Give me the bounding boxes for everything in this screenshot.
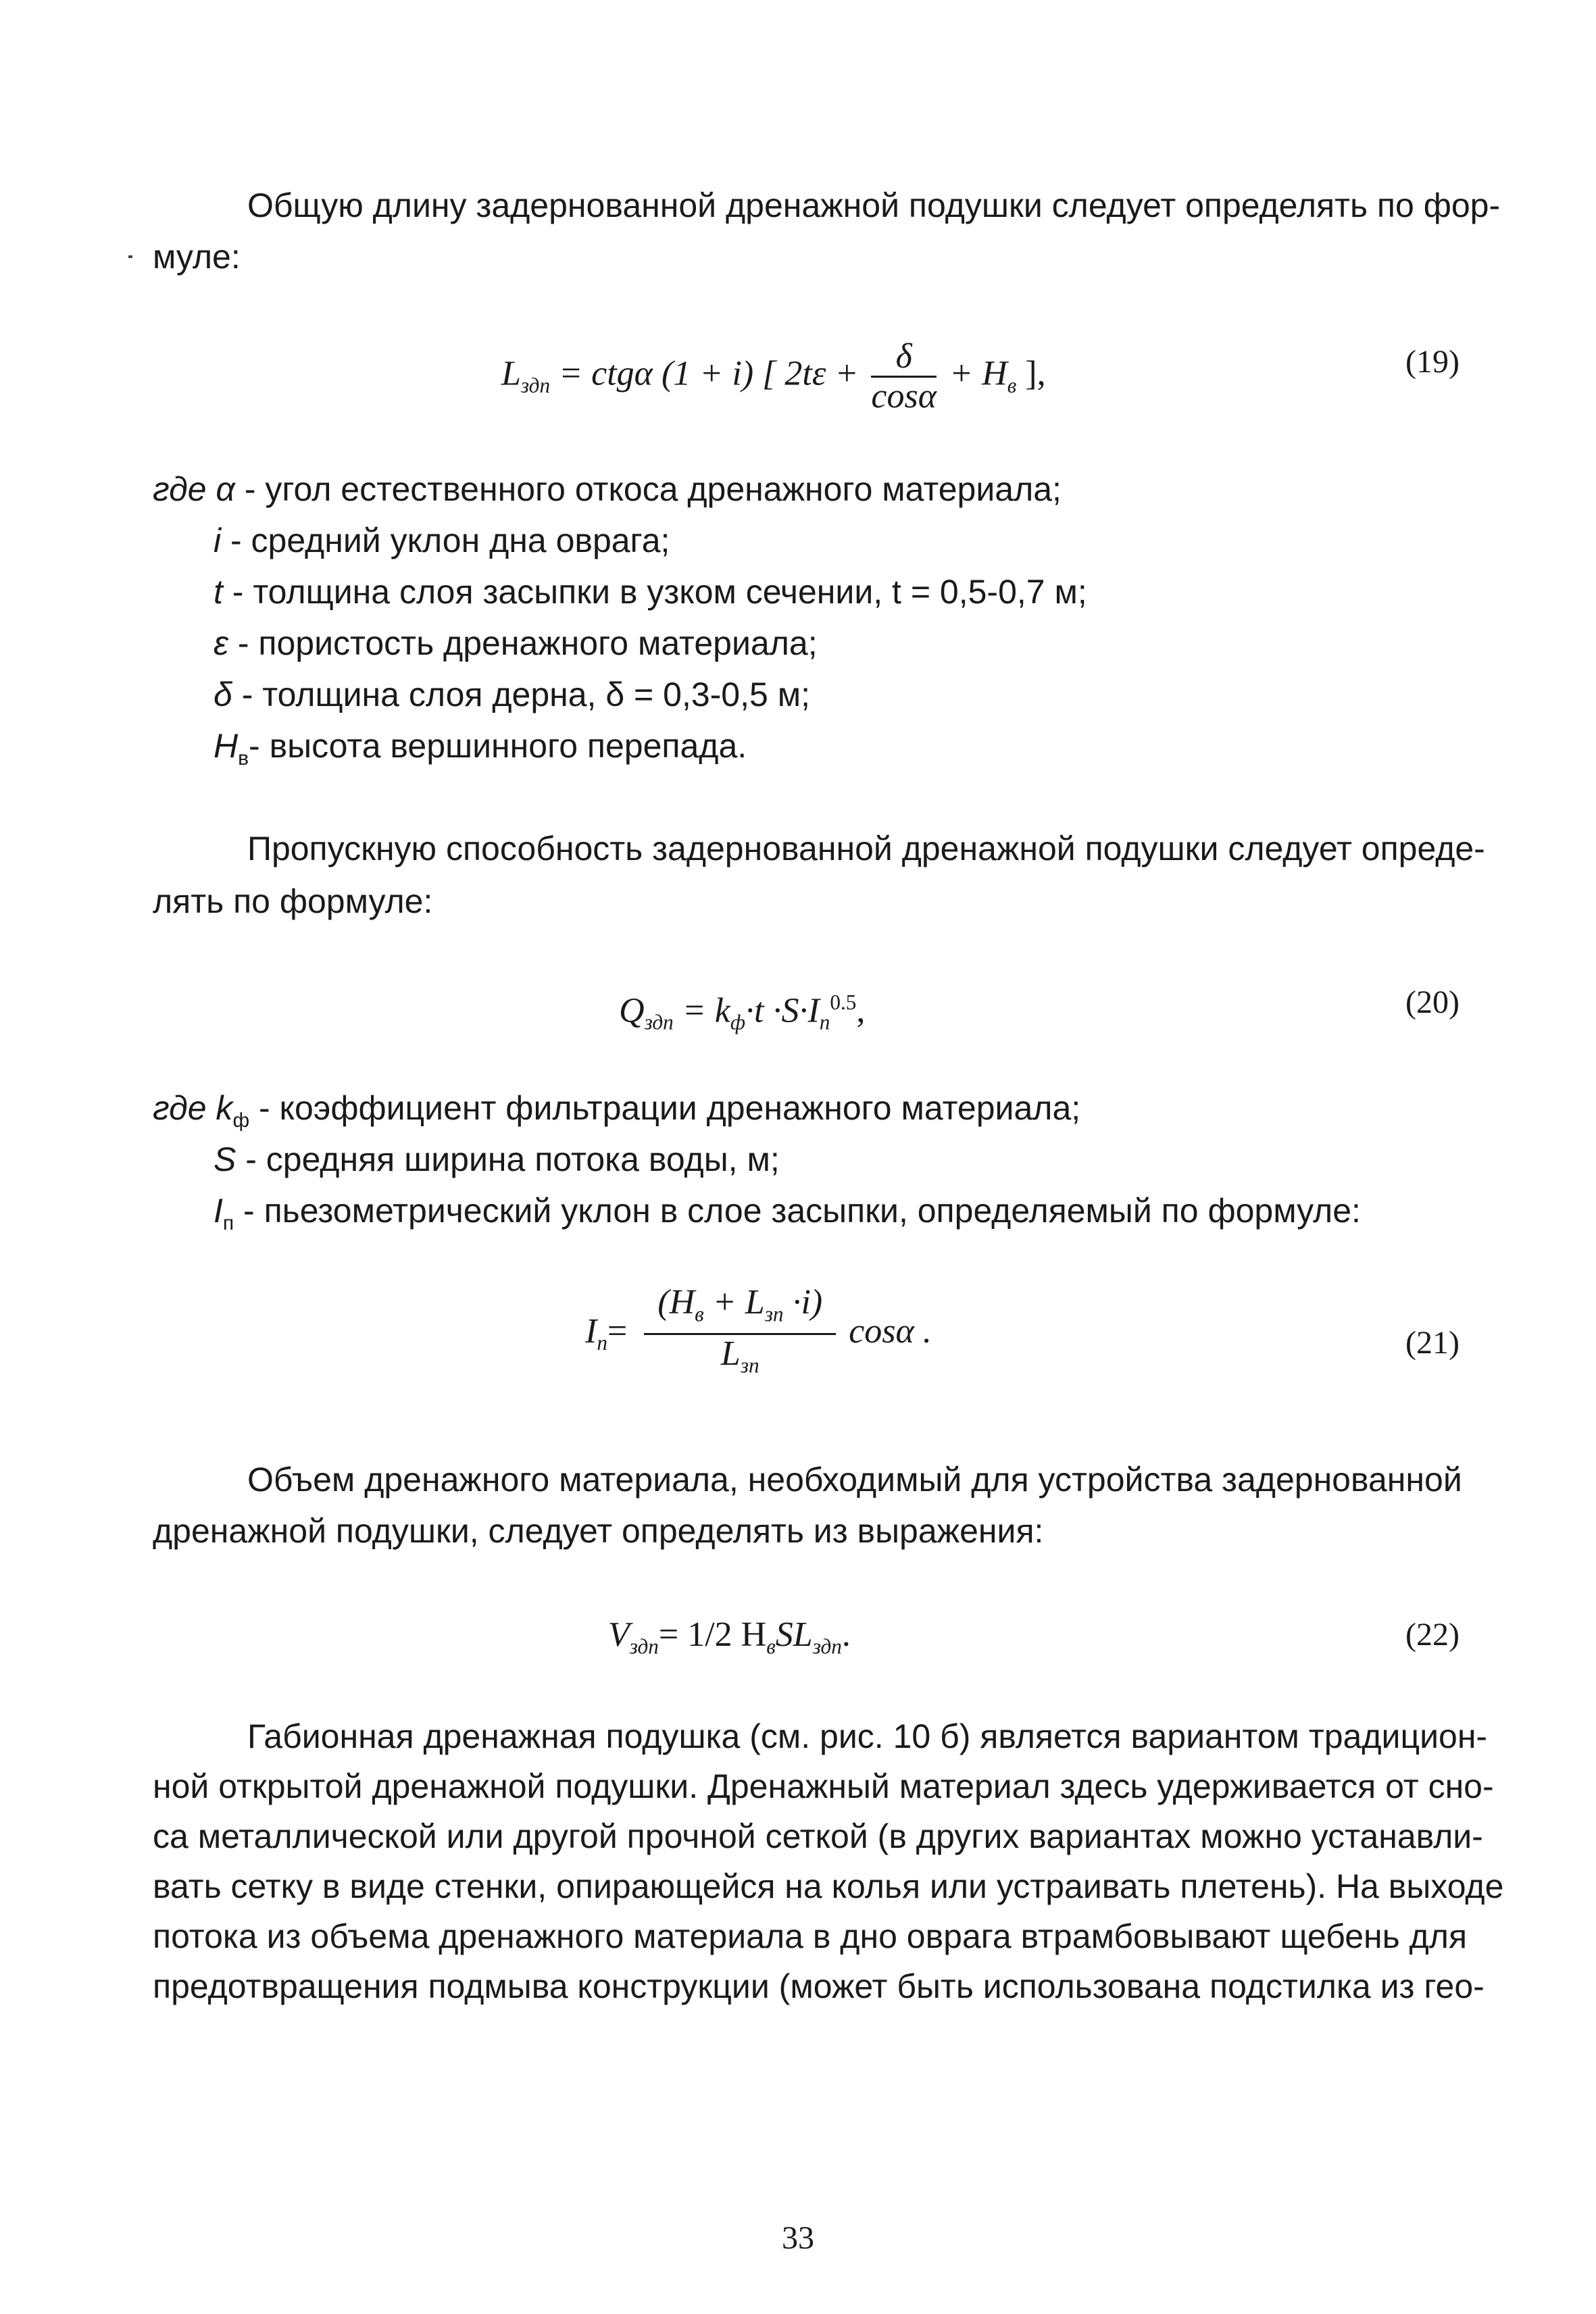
where1-sym: δ xyxy=(214,676,232,713)
paragraph-4-line-4: вать сетку в виде стенки, опирающейся на колья или устраивать плетень). На выходе xyxy=(153,1867,1504,1905)
eq19-rhs-after: + H xyxy=(949,354,1007,393)
eq19-rhs: = ctgα (1 + i) [ 2tε + xyxy=(559,354,859,393)
eq22-rhs1: = 1/2 H xyxy=(658,1615,767,1654)
eq21-den: L xyxy=(720,1334,741,1374)
where1-text: - толщина слоя засыпки в узком сечении, t = 0,5-0,7 м; xyxy=(222,573,1087,611)
eq22-lhs: V xyxy=(608,1615,630,1654)
where1-text: - угол естественного откоса дренажного материала; xyxy=(234,470,1062,508)
where2-sym: S xyxy=(214,1140,236,1178)
paragraph-4-line-3: са металлической или другой прочной сеткой (в других вариантах можно устанавли- xyxy=(153,1817,1483,1855)
equation-20 xyxy=(619,982,865,1043)
where1-sym: i xyxy=(214,522,222,559)
eq20-rhs2-sup: 0.5 xyxy=(830,990,857,1014)
eq21-lhs: I xyxy=(585,1311,597,1351)
eq21-num-b-sub: зп xyxy=(764,1302,784,1326)
equation-22-number: (22) xyxy=(1405,1617,1460,1653)
where2-item-ip xyxy=(214,1190,1361,1244)
where1-item-i xyxy=(214,520,670,561)
eq21-num-a-sub: в xyxy=(695,1302,704,1326)
where1-sym: t xyxy=(214,573,223,611)
eq19-fraction xyxy=(871,338,937,416)
paragraph-4-line-1: Габионная дренажная подушка (см. рис. 10 б) является вариантом традицион- xyxy=(247,1717,1488,1755)
eq20-lhs-sub: здп xyxy=(644,1010,674,1034)
equation-19-number: (19) xyxy=(1405,344,1460,380)
paragraph-2-line-1: Пропускную способность задернованной дренажной подушки следует опреде- xyxy=(247,830,1485,867)
eq21-equals: = xyxy=(607,1311,628,1351)
eq21-frac-den xyxy=(644,1335,836,1384)
paragraph-1-line-1: Общую длину задернованной дренажной подушки следует определять по фор- xyxy=(247,186,1501,224)
eq20-rhs2: ·t ·S·I xyxy=(745,991,820,1030)
where2-sub: п xyxy=(222,1212,234,1234)
where2-sym: I xyxy=(214,1192,223,1230)
paragraph-2-line-2: лять по формуле: xyxy=(153,882,433,920)
eq19-lhs: L xyxy=(501,354,521,393)
eq21-lhs-sub: п xyxy=(597,1331,607,1355)
where1-sym: ε xyxy=(214,624,228,662)
where1-item-alpha xyxy=(153,469,1062,509)
eq20-rhs1-sub: ф xyxy=(730,1010,746,1034)
eq19-rhs-after-sub: в xyxy=(1007,373,1017,397)
eq19-frac-num: δ xyxy=(871,338,937,378)
where1-text: - высота вершинного перепада. xyxy=(249,727,747,765)
where1-item-delta xyxy=(214,674,810,715)
paragraph-1-line-2: муле: xyxy=(153,238,241,276)
where2-item-s xyxy=(214,1139,780,1180)
page-number: 33 xyxy=(782,2220,814,2256)
eq20-lhs: Q xyxy=(619,991,645,1030)
equation-22 xyxy=(608,1615,851,1667)
paragraph-3-line-1: Объем дренажного материала, необходимый для устройства задернованной xyxy=(247,1461,1462,1499)
eq22-rhs2: SL xyxy=(775,1615,813,1654)
where2-sub: ф xyxy=(232,1109,250,1132)
where1-text: - средний уклон дна оврага; xyxy=(221,522,670,559)
eq21-fraction xyxy=(644,1284,836,1385)
where2-text: - средняя ширина потока воды, м; xyxy=(236,1140,780,1178)
eq21-tail: cosα . xyxy=(849,1311,932,1351)
where1-item-epsilon xyxy=(214,623,818,663)
eq21-den-sub: зп xyxy=(740,1353,759,1378)
eq20-end: , xyxy=(856,991,866,1030)
eq21-num-c: ·i) xyxy=(783,1283,823,1322)
paragraph-3-line-2: дренажной подушки, следует определять из выражения: xyxy=(153,1512,1044,1550)
eq22-rhs2-sub: здп xyxy=(812,1634,842,1659)
eq20-rhs1: = k xyxy=(682,991,730,1030)
eq19-lhs-sub: здп xyxy=(520,373,551,397)
where1-text: - толщина слоя дерна, δ = 0,3-0,5 м; xyxy=(232,676,810,713)
where1-sym: где α xyxy=(153,470,235,508)
eq22-end: . xyxy=(841,1615,851,1654)
eq22-lhs-sub: здп xyxy=(629,1634,659,1659)
eq19-end: ], xyxy=(1025,354,1046,393)
scan-speck xyxy=(128,255,132,258)
where1-item-h xyxy=(214,726,747,779)
equation-21-number: (21) xyxy=(1405,1325,1460,1361)
paragraph-4-line-5: потока из объема дренажного материала в дно оврага втрамбовывают щебень для xyxy=(153,1917,1468,1955)
eq21-num-b: + L xyxy=(703,1283,765,1322)
eq21-num-a: (H xyxy=(657,1283,695,1322)
where2-text: - коэффициент фильтрации дренажного материала; xyxy=(249,1089,1081,1127)
eq19-frac-den: cosα xyxy=(871,377,937,416)
eq22-rhs1-sub: в xyxy=(766,1634,776,1659)
where1-text: - пористость дренажного материала; xyxy=(228,624,818,662)
where2-sym: где k xyxy=(153,1089,233,1127)
where1-sym: H xyxy=(214,727,239,765)
eq20-rhs2-sub: п xyxy=(819,1010,830,1034)
equation-21 xyxy=(585,1284,932,1385)
paragraph-4-line-6: предотвращения подмыва конструкции (может быть использована подстилка из гео- xyxy=(153,1967,1485,2005)
where1-sub: в xyxy=(238,747,249,770)
equation-20-number: (20) xyxy=(1405,984,1460,1020)
where1-item-t xyxy=(214,572,1087,612)
equation-19 xyxy=(501,338,1046,416)
eq21-frac-num xyxy=(644,1284,836,1335)
where2-item-kf xyxy=(153,1088,1080,1141)
where2-text: - пьезометрический уклон в слое засыпки, определяемый по формуле: xyxy=(234,1192,1361,1230)
paragraph-4-line-2: ной открытой дренажной подушки. Дренажный материал здесь удерживается от сно- xyxy=(153,1767,1494,1805)
